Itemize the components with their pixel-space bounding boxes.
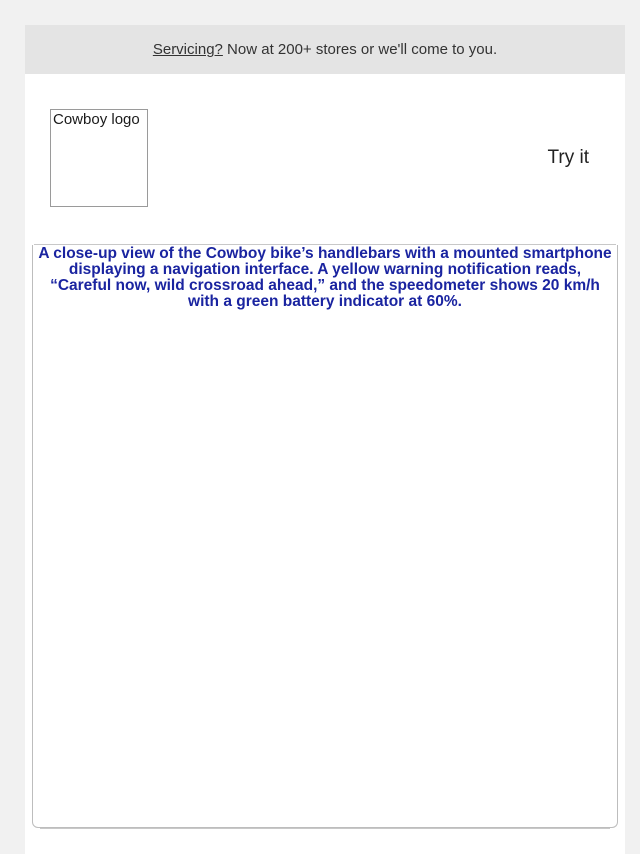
hero-image-alt-text: A close-up view of the Cowboy bike’s handlebars with a mounted smartphone displaying a navigation interface. A yellow warning notification reads, “Careful now, wild crossroad ahead,” and the speedometer shows 20 km/h with a green battery indicator at 60%. xyxy=(38,245,612,310)
email-container xyxy=(25,25,625,854)
servicing-link[interactable]: Servicing? xyxy=(152,41,223,58)
banner-text: Now at 200+ stores or we'll come to you. xyxy=(222,41,498,58)
top-banner xyxy=(25,25,625,74)
cowboy-logo[interactable] xyxy=(50,109,148,207)
try-it-link[interactable]: Try it xyxy=(547,147,589,168)
hero-image[interactable] xyxy=(32,245,618,828)
hero-divider xyxy=(40,828,610,829)
logo-alt-text: Cowboy logo xyxy=(53,111,140,128)
